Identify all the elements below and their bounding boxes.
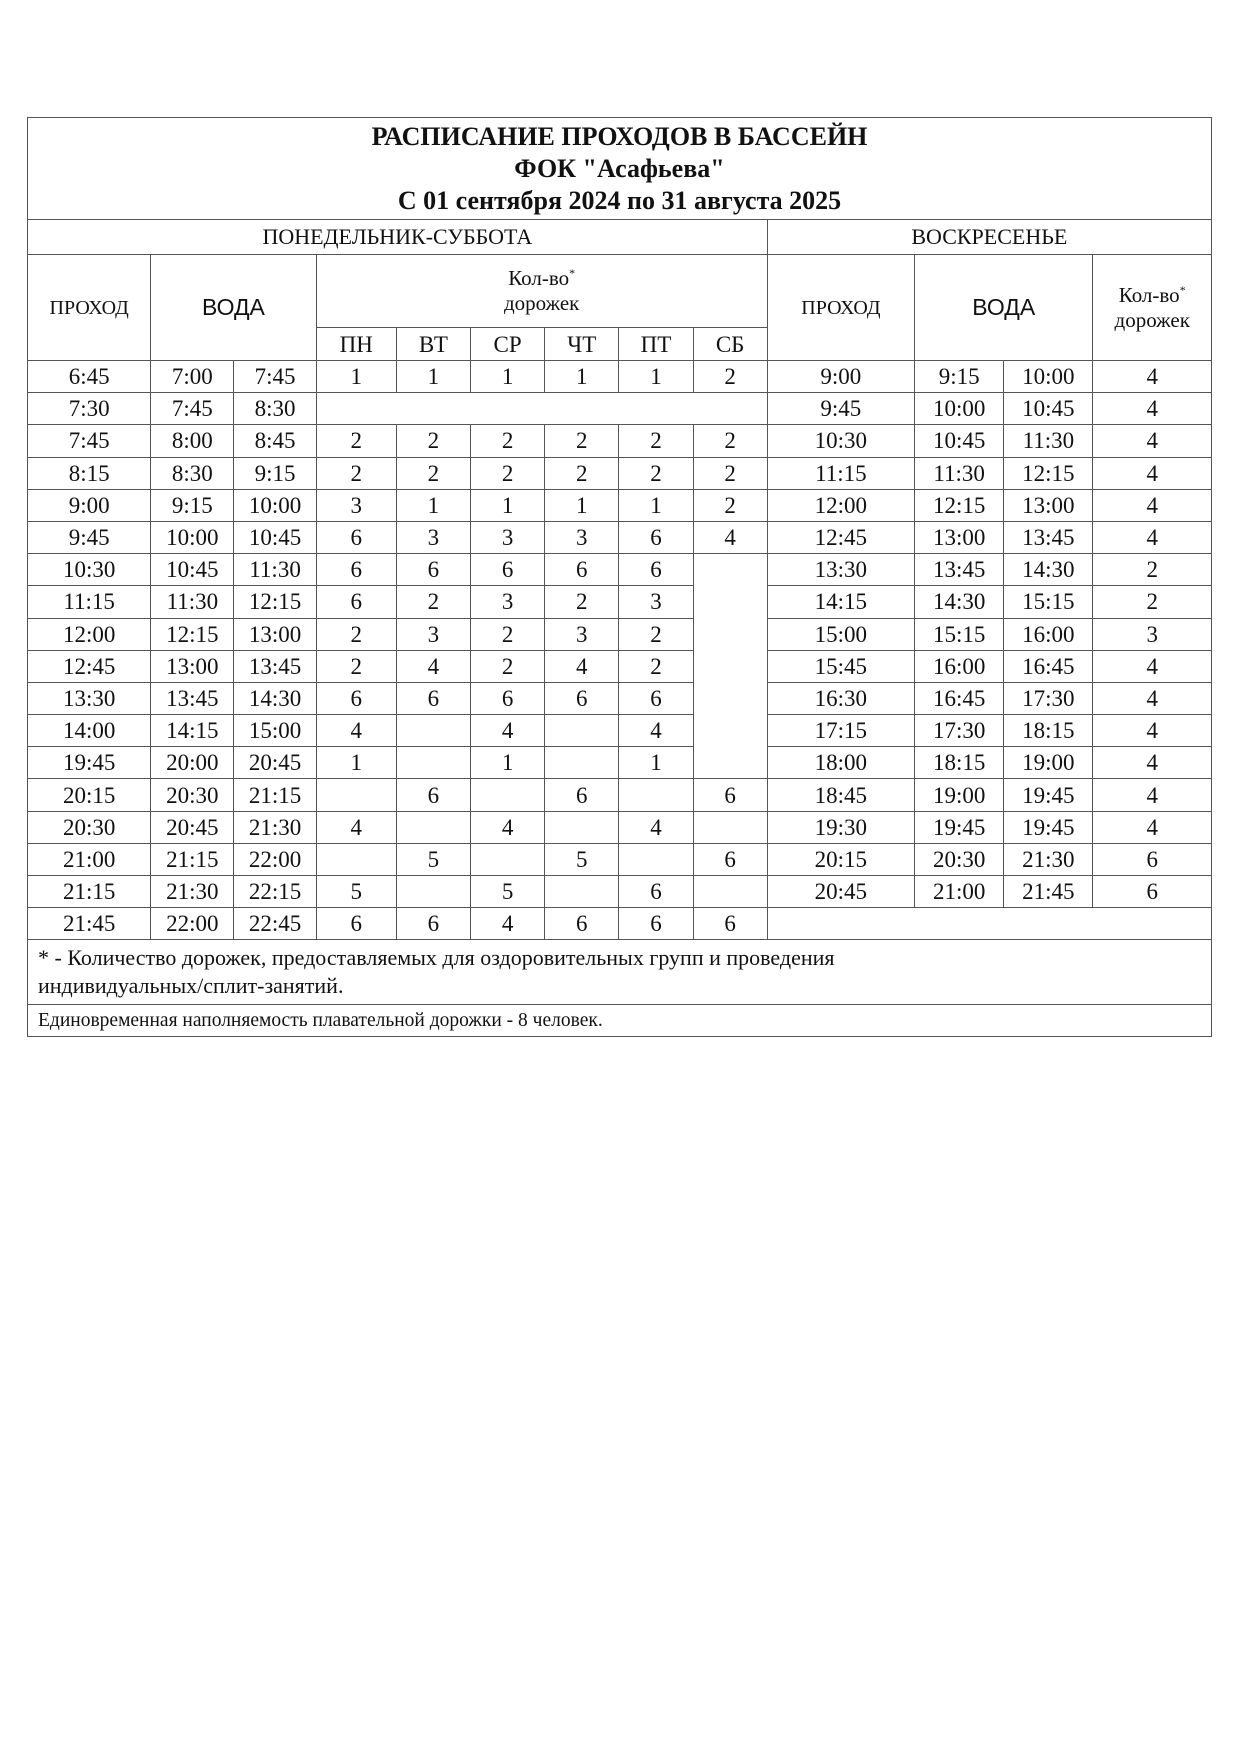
sunday-water-start: 16:00	[915, 650, 1004, 682]
sunday-pass-time: 18:00	[767, 747, 914, 779]
weekday-pass-time: 21:00	[28, 843, 151, 875]
lane-count-СБ: 6	[693, 908, 767, 940]
lane-count-СР: 3	[471, 586, 545, 618]
weekday-water-end: 10:00	[234, 489, 316, 521]
footnote-lanes	[28, 940, 1212, 1005]
sunday-water-start: 11:30	[915, 457, 1004, 489]
weekday-water-end: 21:15	[234, 779, 316, 811]
lane-count-ПН: 4	[316, 811, 396, 843]
weekday-pass-time: 8:15	[28, 457, 151, 489]
lane-count-СБ: 2	[693, 425, 767, 457]
weekday-water-start: 13:45	[151, 682, 234, 714]
sunday-pass-time: 18:45	[767, 779, 914, 811]
table-row	[28, 425, 1212, 457]
lane-count-СР: 6	[471, 554, 545, 586]
sunday-pass-time: 13:30	[767, 554, 914, 586]
lane-count-СР: 4	[471, 811, 545, 843]
lane-count-ПТ: 6	[619, 682, 693, 714]
lane-count-ПН: 6	[316, 586, 396, 618]
sunday-water-start: 18:15	[915, 747, 1004, 779]
lane-count-ВТ: 1	[396, 361, 470, 393]
lane-count-СР: 4	[471, 715, 545, 747]
weekday-water-start: 21:30	[151, 876, 234, 908]
sunday-water-start: 15:15	[915, 618, 1004, 650]
title-line-1: РАСПИСАНИЕ ПРОХОДОВ В БАССЕЙН	[371, 121, 868, 151]
table-row	[28, 843, 1212, 875]
weekday-pass-time: 10:30	[28, 554, 151, 586]
table-row	[28, 489, 1212, 521]
sunday-lane-count: 4	[1093, 521, 1212, 553]
sunday-water-start: 17:30	[915, 715, 1004, 747]
sunday-pass-time: 15:45	[767, 650, 914, 682]
weekday-water-start: 10:00	[151, 521, 234, 553]
lane-count-ПН: 6	[316, 521, 396, 553]
footnote-capacity: Единовременная наполняемость плавательной дорожки - 8 человек.	[28, 1005, 1212, 1037]
sunday-lane-count: 4	[1093, 715, 1212, 747]
weekday-pass-time: 20:15	[28, 779, 151, 811]
sunday-lanes-label-2: дорожек	[1114, 307, 1190, 332]
sunday-water-end: 14:30	[1004, 554, 1093, 586]
sunday-pass-time: 11:15	[767, 457, 914, 489]
sunday-water-end: 15:15	[1004, 586, 1093, 618]
lane-count-ПН: 2	[316, 457, 396, 489]
weekday-water-start: 20:30	[151, 779, 234, 811]
lane-count-ПН: 3	[316, 489, 396, 521]
weekday-lanes-label-2: дорожек	[503, 291, 580, 315]
weekday-section-header: ПОНЕДЕЛЬНИК-СУББОТА	[28, 220, 768, 255]
weekday-water-start: 13:00	[151, 650, 234, 682]
lane-count-ПТ: 6	[619, 521, 693, 553]
lane-count-СР: 2	[471, 650, 545, 682]
lane-count-ЧТ	[545, 715, 619, 747]
weekday-water-end: 10:45	[234, 521, 316, 553]
sunday-water-end: 13:45	[1004, 521, 1093, 553]
lane-count-ПН	[316, 843, 396, 875]
weekday-water-end: 20:45	[234, 747, 316, 779]
lane-count-ПТ: 2	[619, 650, 693, 682]
weekday-water-start: 14:15	[151, 715, 234, 747]
footnote-line-2: индивидуальных/сплит-занятий.	[38, 973, 344, 999]
weekday-water-end: 7:45	[234, 361, 316, 393]
lane-count-ПТ: 6	[619, 876, 693, 908]
lane-count-ВТ	[396, 715, 470, 747]
sunday-pass-time: 19:30	[767, 811, 914, 843]
weekday-water-end: 8:30	[234, 393, 316, 425]
weekday-water-end: 9:15	[234, 457, 316, 489]
sunday-lane-count: 4	[1093, 425, 1212, 457]
day-header-0: ПН	[316, 328, 396, 361]
weekday-water-end: 14:30	[234, 682, 316, 714]
lane-count-ПТ: 2	[619, 618, 693, 650]
table-row	[28, 586, 1212, 618]
lane-count-ПТ: 1	[619, 747, 693, 779]
weekday-water-header: ВОДА	[151, 255, 316, 361]
lane-count-СР: 1	[471, 747, 545, 779]
weekday-water-end: 8:45	[234, 425, 316, 457]
weekday-water-end: 13:00	[234, 618, 316, 650]
sunday-water-end: 21:30	[1004, 843, 1093, 875]
lane-count-СР: 2	[471, 618, 545, 650]
sunday-water-start: 13:45	[915, 554, 1004, 586]
table-row	[28, 682, 1212, 714]
sunday-pass-time: 9:45	[767, 393, 914, 425]
lane-count-СР	[471, 779, 545, 811]
sunday-water-start: 10:45	[915, 425, 1004, 457]
table-row	[28, 715, 1212, 747]
lane-count-ЧТ: 2	[545, 425, 619, 457]
sunday-water-end: 10:00	[1004, 361, 1093, 393]
weekday-pass-time: 9:00	[28, 489, 151, 521]
weekday-water-end: 22:00	[234, 843, 316, 875]
table-row	[28, 618, 1212, 650]
weekday-water-start: 21:15	[151, 843, 234, 875]
lane-count-ПТ: 1	[619, 489, 693, 521]
sunday-water-start: 20:30	[915, 843, 1004, 875]
lane-count-ЧТ: 6	[545, 908, 619, 940]
sunday-pass-time: 10:30	[767, 425, 914, 457]
lane-count-ЧТ	[545, 876, 619, 908]
lane-count-ПТ: 2	[619, 425, 693, 457]
sunday-pass-time: 17:15	[767, 715, 914, 747]
sunday-water-end: 19:00	[1004, 747, 1093, 779]
lane-count-ПТ: 2	[619, 457, 693, 489]
sunday-lane-count: 2	[1093, 586, 1212, 618]
weekday-pass-time: 9:45	[28, 521, 151, 553]
lane-count-ВТ: 1	[396, 489, 470, 521]
sunday-lane-count: 4	[1093, 393, 1212, 425]
sunday-lane-count: 4	[1093, 779, 1212, 811]
weekday-pass-header: ПРОХОД	[28, 255, 151, 361]
lane-count-ЧТ: 1	[545, 489, 619, 521]
weekday-lanes-label: Кол-во	[508, 266, 570, 290]
lane-count-ВТ: 6	[396, 682, 470, 714]
sunday-pass-time: 20:15	[767, 843, 914, 875]
weekday-water-start: 20:00	[151, 747, 234, 779]
table-row	[28, 554, 1212, 586]
sunday-water-end: 21:45	[1004, 876, 1093, 908]
lane-count-ВТ	[396, 811, 470, 843]
lane-count-СР: 6	[471, 682, 545, 714]
sunday-lane-count: 6	[1093, 876, 1212, 908]
lane-count-ПТ: 4	[619, 811, 693, 843]
lane-count-СБ: 2	[693, 457, 767, 489]
lane-count-ПН: 6	[316, 682, 396, 714]
sunday-water-end: 16:00	[1004, 618, 1093, 650]
pool-schedule-table	[27, 117, 1212, 1037]
table-row	[28, 393, 1212, 425]
sunday-water-start: 19:00	[915, 779, 1004, 811]
sunday-water-end: 18:15	[1004, 715, 1093, 747]
document-title	[28, 118, 1212, 220]
weekday-pass-time: 7:30	[28, 393, 151, 425]
lane-count-ВТ: 2	[396, 586, 470, 618]
lane-count-ЧТ: 1	[545, 361, 619, 393]
lane-count-ПН: 1	[316, 361, 396, 393]
sunday-water-end: 13:00	[1004, 489, 1093, 521]
lane-count-ПТ: 1	[619, 361, 693, 393]
lane-count-ВТ: 4	[396, 650, 470, 682]
weekday-lanes-empty	[316, 393, 767, 425]
sunday-pass-time: 12:45	[767, 521, 914, 553]
sunday-lane-count: 4	[1093, 747, 1212, 779]
weekday-water-start: 12:15	[151, 618, 234, 650]
lane-count-СР: 1	[471, 361, 545, 393]
lane-count-ПТ	[619, 779, 693, 811]
weekday-pass-time: 7:45	[28, 425, 151, 457]
lane-count-СБ: 6	[693, 843, 767, 875]
lane-count-ЧТ: 6	[545, 682, 619, 714]
table-row	[28, 457, 1212, 489]
lane-count-СР: 1	[471, 489, 545, 521]
lane-count-ПН: 2	[316, 425, 396, 457]
lane-count-ЧТ: 2	[545, 457, 619, 489]
lane-count-ЧТ: 6	[545, 779, 619, 811]
weekday-water-end: 12:15	[234, 586, 316, 618]
lane-count-ВТ: 5	[396, 843, 470, 875]
lane-count-СБ	[693, 876, 767, 908]
sunday-water-start: 10:00	[915, 393, 1004, 425]
lane-count-ВТ: 3	[396, 521, 470, 553]
lane-count-ЧТ: 3	[545, 618, 619, 650]
weekday-water-end: 22:15	[234, 876, 316, 908]
weekday-pass-time: 12:45	[28, 650, 151, 682]
weekday-water-start: 11:30	[151, 586, 234, 618]
lane-count-СБ: 6	[693, 779, 767, 811]
lane-count-ЧТ: 4	[545, 650, 619, 682]
sunday-lanes-header	[1093, 255, 1212, 361]
lane-count-СБ: 4	[693, 521, 767, 553]
sunday-section-header: ВОСКРЕСЕНЬЕ	[767, 220, 1211, 255]
day-header-4: ПТ	[619, 328, 693, 361]
lane-count-ВТ: 2	[396, 457, 470, 489]
sunday-water-header: ВОДА	[915, 255, 1093, 361]
weekday-water-start: 8:00	[151, 425, 234, 457]
sunday-water-start: 13:00	[915, 521, 1004, 553]
weekday-water-end: 15:00	[234, 715, 316, 747]
lane-count-СБ: 2	[693, 361, 767, 393]
sunday-lane-count: 3	[1093, 618, 1212, 650]
lane-count-ПН: 6	[316, 554, 396, 586]
weekday-pass-time: 11:15	[28, 586, 151, 618]
sunday-lane-count: 4	[1093, 457, 1212, 489]
day-header-5: СБ	[693, 328, 767, 361]
weekday-lanes-header	[316, 255, 767, 328]
sunday-water-start: 14:30	[915, 586, 1004, 618]
lane-count-СР: 5	[471, 876, 545, 908]
lane-count-ВТ: 6	[396, 908, 470, 940]
lane-count-ПТ: 6	[619, 908, 693, 940]
sunday-water-end: 12:15	[1004, 457, 1093, 489]
lane-count-ВТ: 3	[396, 618, 470, 650]
sunday-lane-count: 4	[1093, 361, 1212, 393]
lane-count-ВТ: 6	[396, 779, 470, 811]
weekday-water-end: 11:30	[234, 554, 316, 586]
sunday-lanes-label: Кол-во	[1118, 282, 1180, 307]
lane-count-СР: 2	[471, 457, 545, 489]
sunday-lane-count: 2	[1093, 554, 1212, 586]
weekday-pass-time: 6:45	[28, 361, 151, 393]
sunday-water-end: 16:45	[1004, 650, 1093, 682]
sunday-pass-time: 14:15	[767, 586, 914, 618]
weekday-water-start: 22:00	[151, 908, 234, 940]
lane-count-СР: 2	[471, 425, 545, 457]
lane-count-ПН: 5	[316, 876, 396, 908]
table-row	[28, 747, 1212, 779]
weekday-lanes-star: *	[569, 266, 576, 280]
lane-count-СБ	[693, 811, 767, 843]
day-header-2: СР	[471, 328, 545, 361]
lane-count-ЧТ: 2	[545, 586, 619, 618]
lane-count-СБ	[693, 554, 767, 779]
weekday-pass-time: 21:45	[28, 908, 151, 940]
weekday-pass-time: 14:00	[28, 715, 151, 747]
sunday-water-start: 19:45	[915, 811, 1004, 843]
sunday-lanes-star: *	[1179, 282, 1186, 297]
weekday-water-start: 7:45	[151, 393, 234, 425]
table-row	[28, 650, 1212, 682]
sunday-water-end: 19:45	[1004, 811, 1093, 843]
lane-count-ЧТ: 3	[545, 521, 619, 553]
lane-count-ПН: 1	[316, 747, 396, 779]
weekday-water-end: 13:45	[234, 650, 316, 682]
table-row	[28, 779, 1212, 811]
lane-count-СР	[471, 843, 545, 875]
lane-count-ЧТ	[545, 811, 619, 843]
sunday-water-end: 11:30	[1004, 425, 1093, 457]
lane-count-ЧТ: 6	[545, 554, 619, 586]
weekday-water-end: 22:45	[234, 908, 316, 940]
lane-count-СР: 3	[471, 521, 545, 553]
lane-count-ПН: 6	[316, 908, 396, 940]
lane-count-ЧТ: 5	[545, 843, 619, 875]
sunday-lane-count: 4	[1093, 489, 1212, 521]
lane-count-ВТ	[396, 876, 470, 908]
sunday-water-start: 21:00	[915, 876, 1004, 908]
weekday-water-start: 10:45	[151, 554, 234, 586]
sunday-water-start: 9:15	[915, 361, 1004, 393]
weekday-pass-time: 21:15	[28, 876, 151, 908]
table-row	[28, 876, 1212, 908]
lane-count-ПТ	[619, 843, 693, 875]
day-header-1: ВТ	[396, 328, 470, 361]
lane-count-ВТ: 2	[396, 425, 470, 457]
lane-count-ЧТ	[545, 747, 619, 779]
sunday-lane-count: 6	[1093, 843, 1212, 875]
lane-count-ПН	[316, 779, 396, 811]
sunday-lane-count: 4	[1093, 682, 1212, 714]
sunday-water-end: 10:45	[1004, 393, 1093, 425]
lane-count-ПН: 4	[316, 715, 396, 747]
lane-count-ПТ: 4	[619, 715, 693, 747]
day-header-3: ЧТ	[545, 328, 619, 361]
lane-count-ВТ: 6	[396, 554, 470, 586]
weekday-pass-time: 13:30	[28, 682, 151, 714]
lane-count-ВТ	[396, 747, 470, 779]
sunday-lane-count: 4	[1093, 650, 1212, 682]
weekday-pass-time: 19:45	[28, 747, 151, 779]
lane-count-ПТ: 3	[619, 586, 693, 618]
table-row	[28, 908, 1212, 940]
sunday-water-start: 12:15	[915, 489, 1004, 521]
footnote-line-1: * - Количество дорожек, предоставляемых для оздоровительных групп и проведения	[38, 945, 835, 971]
weekday-water-end: 21:30	[234, 811, 316, 843]
lane-count-ПТ: 6	[619, 554, 693, 586]
lane-count-СБ: 2	[693, 489, 767, 521]
title-line-2: ФОК "Асафьева"	[514, 153, 725, 183]
table-row	[28, 361, 1212, 393]
lane-count-ПН: 2	[316, 650, 396, 682]
sunday-water-end: 19:45	[1004, 779, 1093, 811]
sunday-water-start: 16:45	[915, 682, 1004, 714]
sunday-pass-time: 9:00	[767, 361, 914, 393]
weekday-pass-time: 12:00	[28, 618, 151, 650]
sunday-pass-header: ПРОХОД	[767, 255, 914, 361]
title-line-3: С 01 сентября 2024 по 31 августа 2025	[397, 185, 842, 215]
sunday-pass-time: 16:30	[767, 682, 914, 714]
sunday-pass-time: 12:00	[767, 489, 914, 521]
weekday-water-start: 9:15	[151, 489, 234, 521]
lane-count-СР: 4	[471, 908, 545, 940]
sunday-empty-cell	[767, 908, 1211, 940]
sunday-pass-time: 15:00	[767, 618, 914, 650]
table-row	[28, 521, 1212, 553]
sunday-water-end: 17:30	[1004, 682, 1093, 714]
sunday-lane-count: 4	[1093, 811, 1212, 843]
sunday-pass-time: 20:45	[767, 876, 914, 908]
weekday-water-start: 8:30	[151, 457, 234, 489]
weekday-water-start: 7:00	[151, 361, 234, 393]
table-row	[28, 811, 1212, 843]
lane-count-ПН: 2	[316, 618, 396, 650]
weekday-water-start: 20:45	[151, 811, 234, 843]
weekday-pass-time: 20:30	[28, 811, 151, 843]
